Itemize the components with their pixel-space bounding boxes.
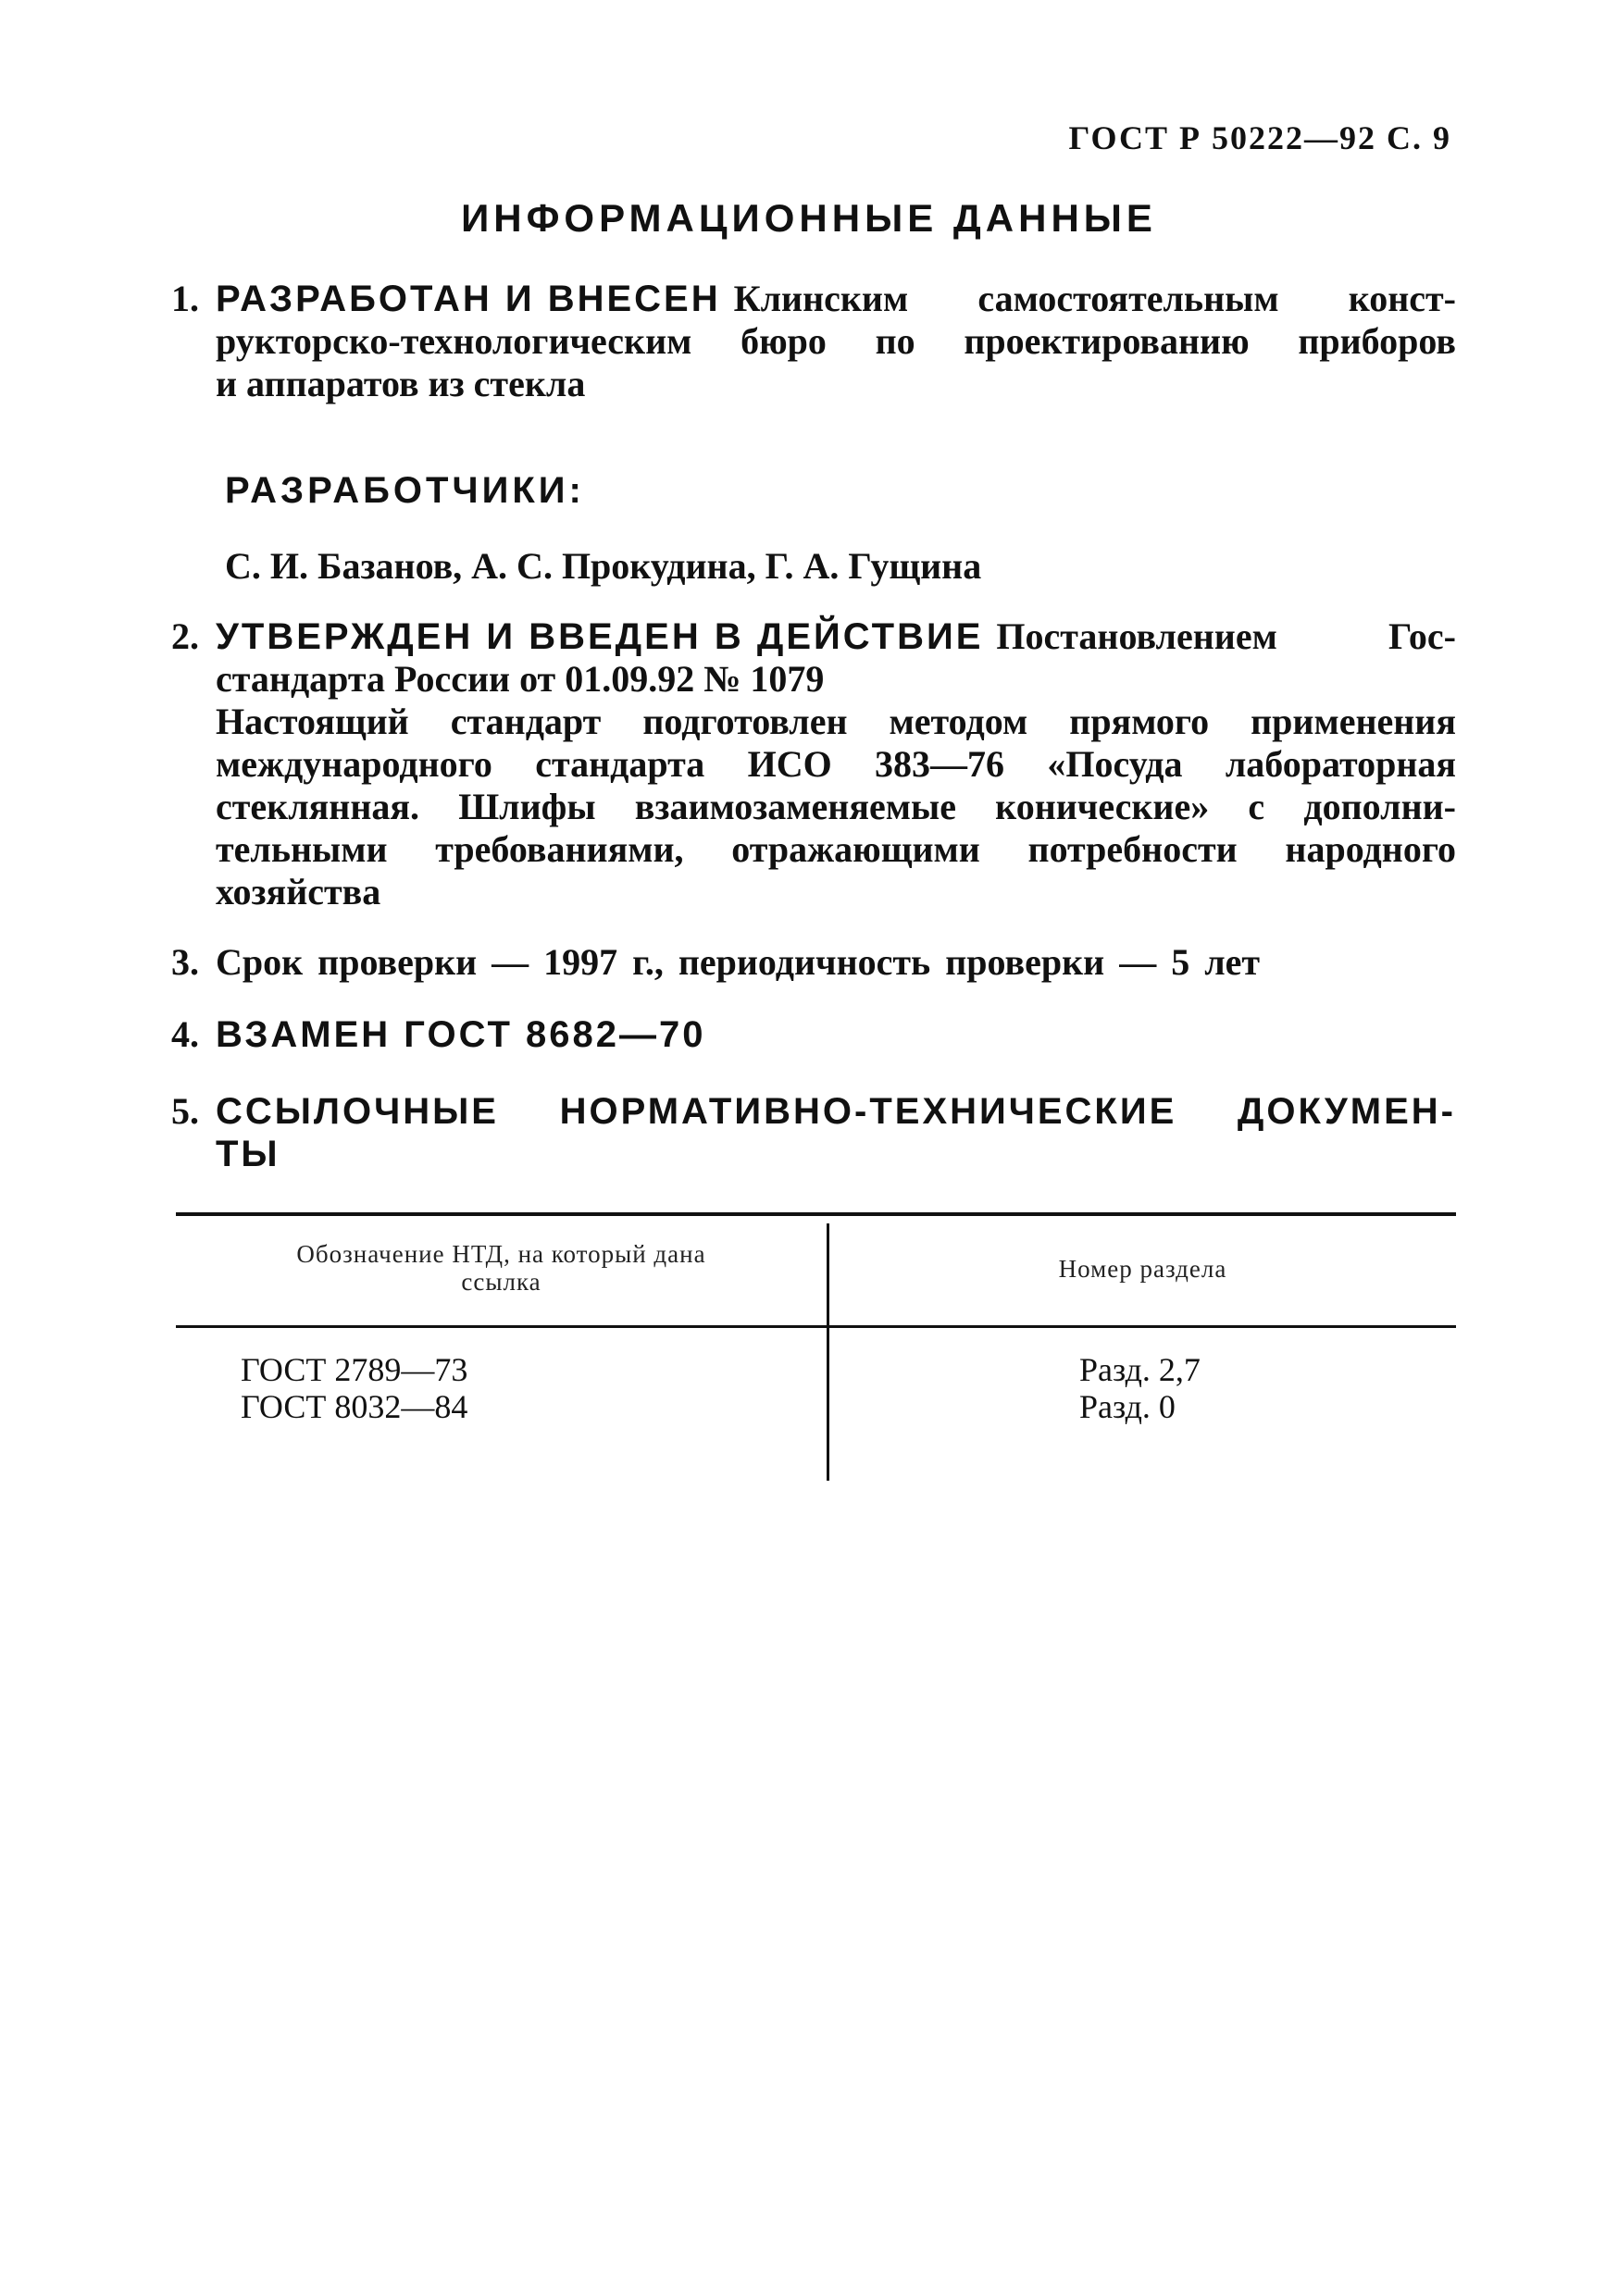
section-2-first-line	[171, 615, 1456, 658]
table-top-rule	[176, 1212, 1456, 1216]
section-2	[171, 615, 1456, 913]
section-3-line	[171, 941, 1456, 984]
table-header-rule	[176, 1325, 1456, 1328]
section-3-number: 3.	[171, 941, 199, 983]
section-4-number: 4.	[171, 1013, 199, 1055]
section-1-body	[216, 320, 1456, 405]
section-5-heading-line-2: ТЫ	[216, 1134, 280, 1174]
page-title: ИНФОРМАЦИОННЫЕ ДАННЫЕ	[461, 196, 1157, 240]
section-5	[171, 1090, 1456, 1175]
section-4-line	[171, 1013, 1456, 1056]
section-2-line-1-text: Постановлением Гос-	[996, 615, 1456, 657]
section-3	[171, 941, 1456, 984]
table-header-section: Номер раздела	[1058, 1255, 1227, 1283]
section-2-line-5: стеклянная. Шлифы взаимозаменяемые конические» с дополни-	[216, 786, 1456, 827]
section-5-body	[216, 1133, 1456, 1175]
developers-names: С. И. Базанов, А. С. Прокудина, Г. А. Гущина	[225, 545, 982, 587]
section-5-number: 5.	[171, 1090, 199, 1132]
section-5-line-1	[171, 1090, 1456, 1133]
section-2-line-4: международного стандарта ИСО 383—76 «Посуда лабораторная	[216, 743, 1456, 785]
section-2-line-3: Настоящий стандарт подготовлен методом прямого применения	[216, 701, 1456, 742]
section-2-heading: УТВЕРЖДЕН И ВВЕДЕН В ДЕЙСТВИЕ	[216, 616, 984, 657]
section-1-line-3: и аппаратов из стекла	[216, 363, 586, 404]
table-cell-section: Разд. 0	[1079, 1388, 1176, 1425]
section-5-heading-line-1: ССЫЛОЧНЫЕ НОРМАТИВНО-ТЕХНИЧЕСКИЕ ДОКУМЕН-	[216, 1091, 1456, 1132]
section-1-heading: РАЗРАБОТАН И ВНЕСЕН	[216, 279, 721, 319]
table-header-document-line-1: Обозначение НТД, на который дана	[296, 1240, 706, 1268]
reference-documents-table	[176, 1212, 1456, 1490]
table-header-document	[176, 1240, 827, 1296]
section-2-line-7: хозяйства	[216, 871, 381, 912]
table-header-document-line-2: ссылка	[461, 1268, 541, 1296]
section-1-line-1-text: Клинским самостоятельным конст-	[733, 278, 1456, 319]
section-2-line-6: тельными требованиями, отражающими потребности народного	[216, 828, 1456, 870]
table-column-sections	[1079, 1351, 1201, 1425]
section-2-body	[216, 658, 1456, 913]
section-2-line-2: стандарта России от 01.09.92 № 1079	[216, 658, 825, 700]
section-1-line-2: рукторско-технологическим бюро по проектированию приборов	[216, 320, 1456, 362]
section-1	[171, 278, 1456, 405]
table-column-documents	[241, 1351, 467, 1425]
section-1-first-line	[171, 278, 1456, 320]
developers-heading: РАЗРАБОТЧИКИ:	[225, 470, 585, 511]
section-2-number: 2.	[171, 615, 199, 657]
table-cell-document: ГОСТ 2789—73	[241, 1351, 468, 1388]
section-4	[171, 1013, 1456, 1056]
table-cell-section: Разд. 2,7	[1079, 1351, 1201, 1388]
page-header-doc-ref: ГОСТ Р 50222—92 С. 9	[1068, 119, 1451, 156]
section-4-heading: ВЗАМЕН ГОСТ 8682—70	[216, 1014, 706, 1055]
section-3-text: Срок проверки — 1997 г., периодичность проверки — 5 лет	[216, 941, 1261, 983]
table-cell-document: ГОСТ 8032—84	[241, 1388, 468, 1425]
section-1-number: 1.	[171, 278, 199, 319]
